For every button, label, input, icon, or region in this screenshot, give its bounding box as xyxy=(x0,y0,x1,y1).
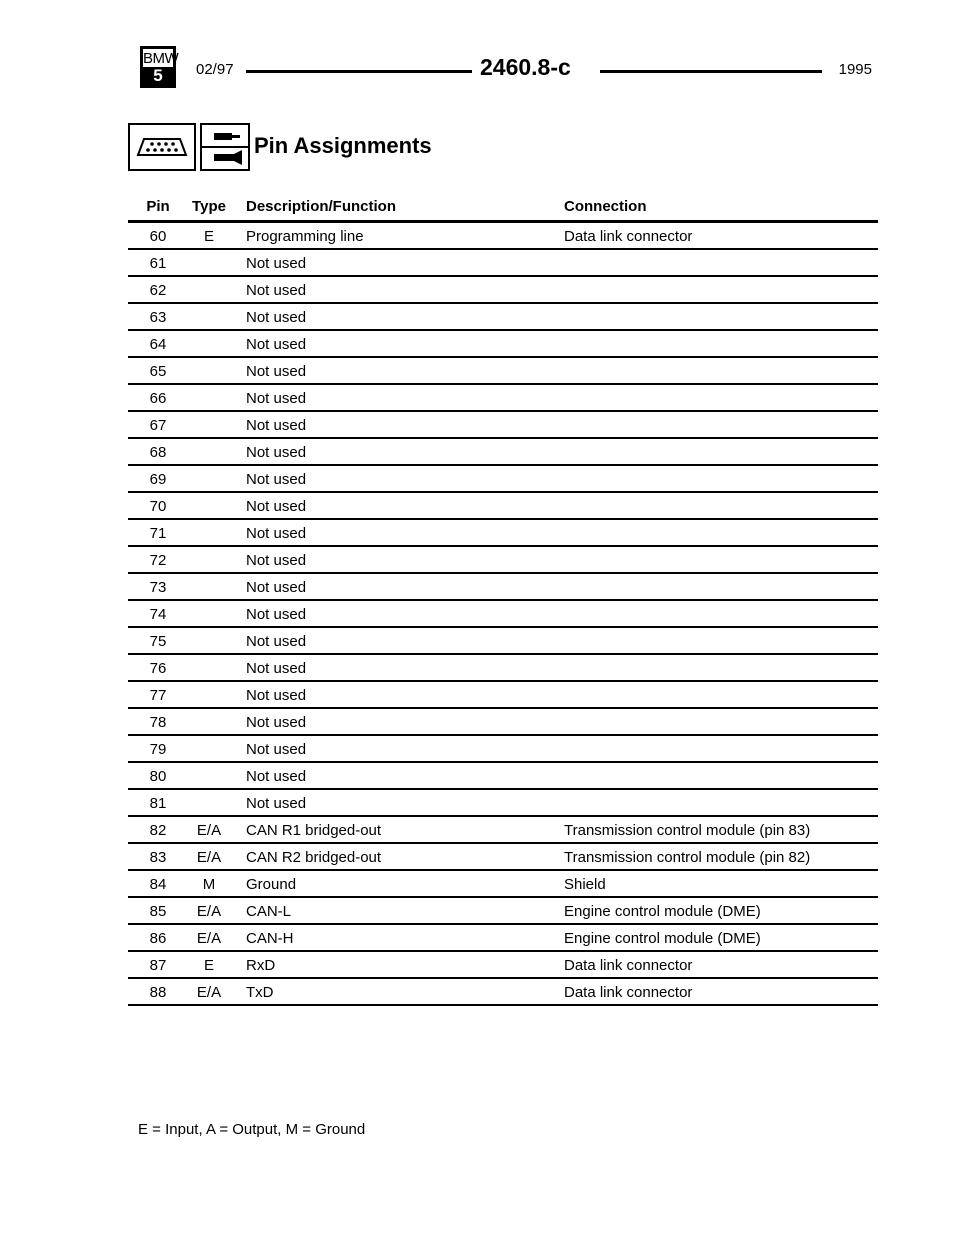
table-row xyxy=(128,385,878,412)
table-row xyxy=(128,412,878,439)
type-cell: E xyxy=(203,228,214,245)
table-row xyxy=(128,655,878,682)
pin-cell: 73 xyxy=(149,579,167,596)
table-row xyxy=(128,628,878,655)
description-cell: Not used xyxy=(246,741,307,758)
column-header-pin: Pin xyxy=(146,198,170,215)
pin-cell: 81 xyxy=(149,795,167,812)
table-row xyxy=(128,304,878,331)
connection-cell: Shield xyxy=(564,876,606,893)
type-cell: M xyxy=(202,876,216,893)
pin-cell: 70 xyxy=(149,498,167,515)
header-rule-right xyxy=(600,70,822,73)
description-cell: TxD xyxy=(246,984,274,1001)
table-row xyxy=(128,817,878,844)
description-cell: CAN R2 bridged-out xyxy=(246,849,382,866)
table-row xyxy=(128,358,878,385)
pin-assignment-table xyxy=(128,196,878,1006)
description-cell: Not used xyxy=(246,795,307,812)
pin-cell: 76 xyxy=(149,660,167,677)
table-row xyxy=(128,574,878,601)
table-row xyxy=(128,898,878,925)
pin-arrow-icon xyxy=(200,123,250,171)
description-cell: Not used xyxy=(246,390,307,407)
type-cell: E/A xyxy=(196,930,222,947)
connection-cell: Engine control module (DME) xyxy=(564,930,761,947)
description-cell: Not used xyxy=(246,255,307,272)
document-code: 2460.8-c xyxy=(480,54,571,80)
table-row xyxy=(128,844,878,871)
series-badge: 5 xyxy=(143,67,173,85)
table-row xyxy=(128,250,878,277)
type-legend-footnote: E = Input, A = Output, M = Ground xyxy=(138,1121,366,1138)
pin-cell: 72 xyxy=(149,552,167,569)
pin-cell: 69 xyxy=(149,471,167,488)
pin-cell: 60 xyxy=(149,228,167,245)
table-header xyxy=(128,196,878,223)
table-row xyxy=(128,871,878,898)
table-row xyxy=(128,466,878,493)
bmw-logo xyxy=(140,46,179,88)
description-cell: Not used xyxy=(246,660,307,677)
pin-cell: 75 xyxy=(149,633,167,650)
description-cell: Not used xyxy=(246,687,307,704)
pin-cell: 80 xyxy=(149,768,167,785)
pin-cell: 85 xyxy=(149,903,167,920)
pin-cell: 86 xyxy=(149,930,167,947)
table-row xyxy=(128,709,878,736)
table-row xyxy=(128,331,878,358)
description-cell: CAN R1 bridged-out xyxy=(246,822,382,839)
pin-cell: 79 xyxy=(149,741,167,758)
description-cell: Not used xyxy=(246,633,307,650)
pin-cell: 77 xyxy=(149,687,167,704)
column-header-connection: Connection xyxy=(564,198,647,215)
type-cell: E/A xyxy=(196,849,222,866)
pin-cell: 68 xyxy=(149,444,167,461)
pin-cell: 88 xyxy=(149,984,167,1001)
pin-cell: 67 xyxy=(149,417,167,434)
logo-text: BMW xyxy=(143,49,173,70)
page-header xyxy=(140,46,880,90)
table-row xyxy=(128,763,878,790)
description-cell: Not used xyxy=(246,417,307,434)
connection-cell: Data link connector xyxy=(564,957,693,974)
connection-cell: Data link connector xyxy=(564,228,693,245)
description-cell: Not used xyxy=(246,363,307,380)
type-cell: E xyxy=(203,957,214,974)
table-row xyxy=(128,682,878,709)
description-cell: Ground xyxy=(246,876,297,893)
connection-cell: Engine control module (DME) xyxy=(564,903,761,920)
pin-cell: 78 xyxy=(149,714,167,731)
description-cell: Not used xyxy=(246,336,307,353)
description-cell: Not used xyxy=(246,282,307,299)
description-cell: Not used xyxy=(246,525,307,542)
table-row xyxy=(128,736,878,763)
table-row xyxy=(128,493,878,520)
table-body xyxy=(128,223,878,1006)
pin-cell: 61 xyxy=(149,255,167,272)
header-rule-left xyxy=(246,70,472,73)
pin-cell: 82 xyxy=(149,822,167,839)
table-row xyxy=(128,790,878,817)
description-cell: Programming line xyxy=(246,228,364,245)
pin-cell: 71 xyxy=(149,525,167,542)
pin-cell: 63 xyxy=(149,309,167,326)
table-row xyxy=(128,520,878,547)
table-row xyxy=(128,547,878,574)
type-cell: E/A xyxy=(196,984,222,1001)
pin-cell: 74 xyxy=(149,606,167,623)
description-cell: Not used xyxy=(246,471,307,488)
table-row xyxy=(128,925,878,952)
pin-cell: 62 xyxy=(149,282,167,299)
description-cell: RxD xyxy=(246,957,276,974)
table-row xyxy=(128,277,878,304)
type-cell: E/A xyxy=(196,903,222,920)
description-cell: Not used xyxy=(246,309,307,326)
connection-cell: Data link connector xyxy=(564,984,693,1001)
table-row xyxy=(128,979,878,1006)
table-row xyxy=(128,952,878,979)
connection-cell: Transmission control module (pin 82) xyxy=(564,849,811,866)
table-row xyxy=(128,223,878,250)
description-cell: Not used xyxy=(246,768,307,785)
description-cell: CAN-H xyxy=(246,930,294,947)
type-cell: E/A xyxy=(196,822,222,839)
description-cell: Not used xyxy=(246,552,307,569)
pin-cell: 64 xyxy=(149,336,167,353)
description-cell: Not used xyxy=(246,606,307,623)
table-row xyxy=(128,439,878,466)
pin-cell: 83 xyxy=(149,849,167,866)
description-cell: Not used xyxy=(246,498,307,515)
pin-cell: 66 xyxy=(149,390,167,407)
description-cell: Not used xyxy=(246,579,307,596)
pin-cell: 65 xyxy=(149,363,167,380)
section-title: Pin Assignments xyxy=(254,133,432,158)
pin-cell: 84 xyxy=(149,876,167,893)
table-row xyxy=(128,601,878,628)
connection-cell: Transmission control module (pin 83) xyxy=(564,822,811,839)
column-header-type: Type xyxy=(192,198,226,215)
description-cell: CAN-L xyxy=(246,903,292,920)
header-year: 1995 xyxy=(838,61,872,78)
pin-cell: 87 xyxy=(149,957,167,974)
description-cell: Not used xyxy=(246,444,307,461)
description-cell: Not used xyxy=(246,714,307,731)
connector-icon xyxy=(128,123,196,171)
header-date: 02/97 xyxy=(196,61,234,78)
column-header-description: Description/Function xyxy=(246,198,396,215)
